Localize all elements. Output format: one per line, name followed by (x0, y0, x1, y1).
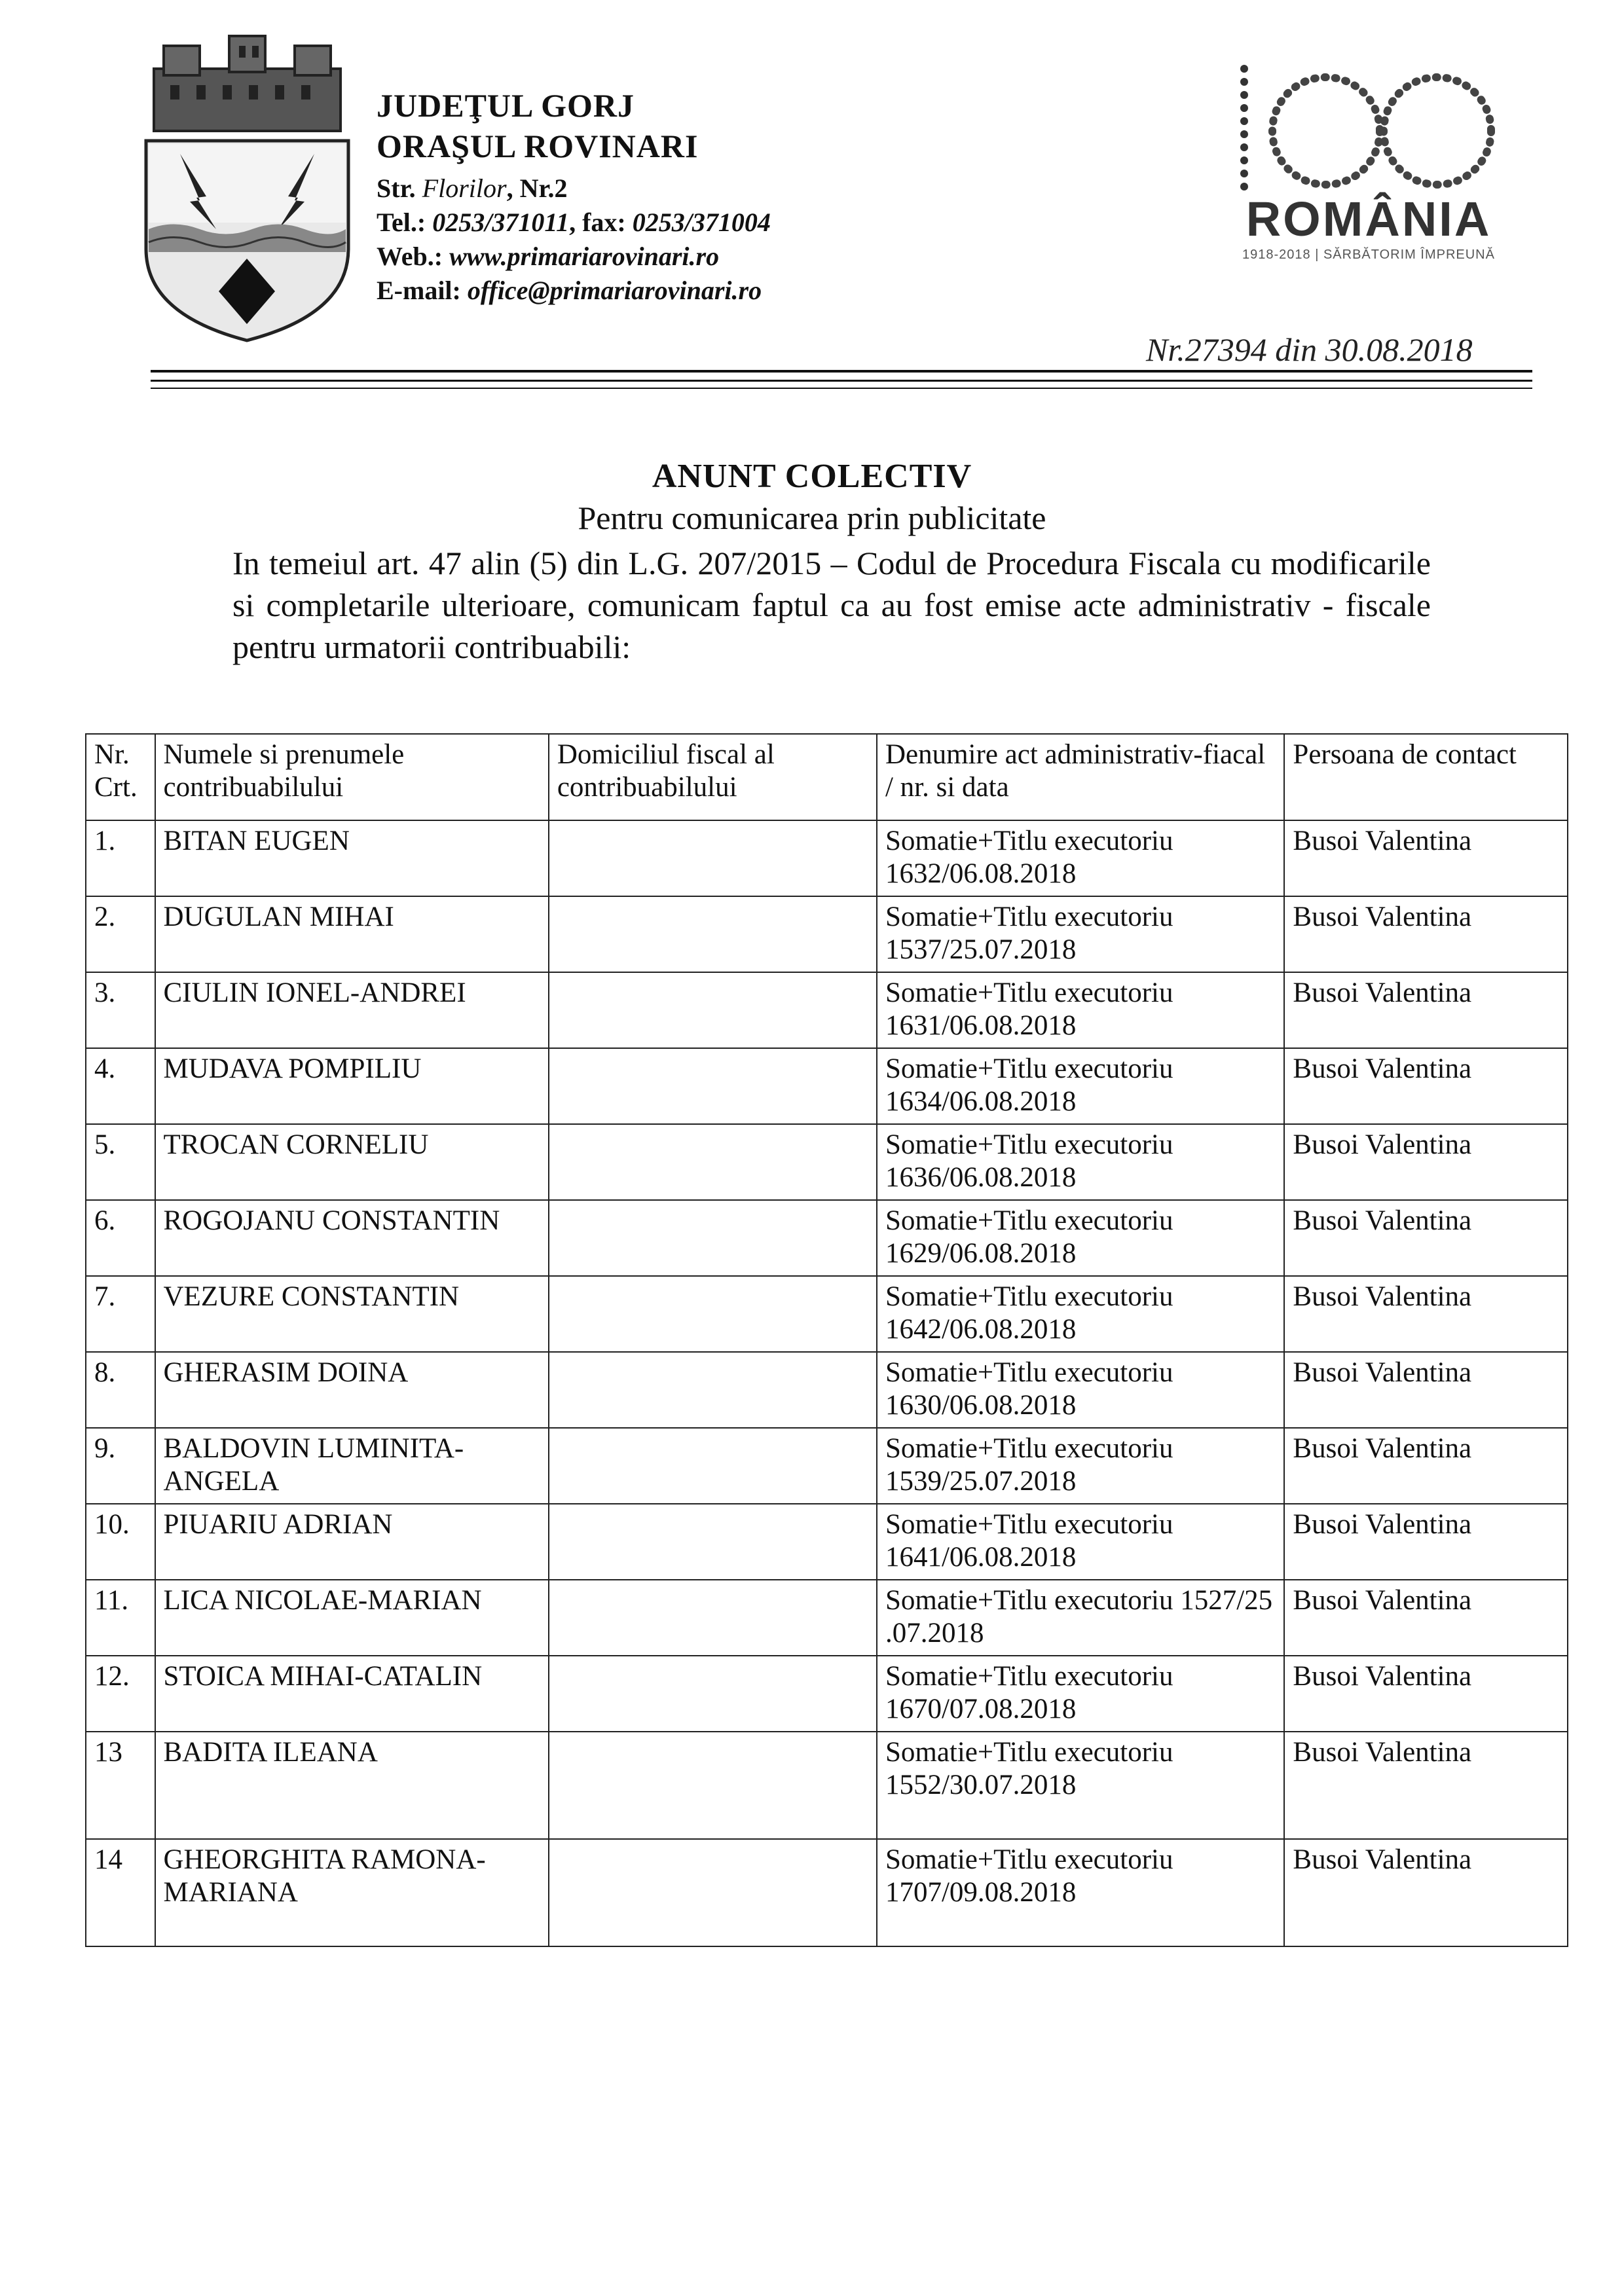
cell-domicile (549, 1200, 877, 1276)
cell-name: GHEORGHITA RAMONA-MARIANA (155, 1839, 549, 1946)
cell-nr: 4. (86, 1048, 155, 1124)
page-subtitle: Pentru comunicarea prin publicitate (578, 500, 1046, 536)
cell-name: STOICA MIHAI-CATALIN (155, 1656, 549, 1732)
cell-nr: 8. (86, 1352, 155, 1428)
fax-value: 0253/371004 (632, 208, 771, 237)
cell-contact: Busoi Valentina (1284, 972, 1568, 1048)
cell-nr: 1. (86, 820, 155, 896)
cell-nr: 9. (86, 1428, 155, 1504)
cell-contact: Busoi Valentina (1284, 1580, 1568, 1656)
logo-country-text: ROMÂNIA (1246, 192, 1492, 246)
cell-domicile (549, 1352, 877, 1428)
cell-domicile (549, 1048, 877, 1124)
cell-nr: 3. (86, 972, 155, 1048)
header-contact: Persoana de contact (1284, 734, 1568, 820)
table-row (86, 1124, 1568, 1200)
table-header-row (86, 734, 1568, 820)
cell-domicile (549, 1732, 877, 1839)
web-link[interactable]: www.primariarovinari.ro (449, 242, 720, 271)
cell-act: Somatie+Titlu executoriu 1539/25.07.2018 (877, 1428, 1284, 1504)
table-row (86, 1048, 1568, 1124)
table-row (86, 1504, 1568, 1580)
cell-name: GHERASIM DOINA (155, 1352, 549, 1428)
cell-contact: Busoi Valentina (1284, 820, 1568, 896)
table-row (86, 1428, 1568, 1504)
cell-nr: 6. (86, 1200, 155, 1276)
email-label: E-mail: (377, 276, 461, 305)
cell-contact: Busoi Valentina (1284, 1276, 1568, 1352)
cell-act: Somatie+Titlu executoriu 1631/06.08.2018 (877, 972, 1284, 1048)
cell-name: VEZURE CONSTANTIN (155, 1276, 549, 1352)
address-label: Str. (377, 173, 416, 203)
tel-label: Tel.: (377, 208, 426, 237)
table-row (86, 1656, 1568, 1732)
cell-contact: Busoi Valentina (1284, 1504, 1568, 1580)
fax-label: , fax: (569, 208, 626, 237)
header-domicile: Domiciliul fiscal al contribuabilului (549, 734, 877, 820)
cell-nr: 7. (86, 1276, 155, 1352)
cell-nr: 13 (86, 1732, 155, 1839)
tel-value: 0253/371011 (432, 208, 570, 237)
cell-act: Somatie+Titlu executoriu 1707/09.08.2018 (877, 1839, 1284, 1946)
table-row (86, 896, 1568, 972)
cell-nr: 2. (86, 896, 155, 972)
table-row (86, 1200, 1568, 1276)
header-rule (151, 370, 1532, 373)
cell-name: ROGOJANU CONSTANTIN (155, 1200, 549, 1276)
cell-act: Somatie+Titlu executoriu 1641/06.08.2018 (877, 1504, 1284, 1580)
cell-domicile (549, 896, 877, 972)
cell-nr: 14 (86, 1839, 155, 1946)
cell-domicile (549, 1124, 877, 1200)
cell-name: TROCAN CORNELIU (155, 1124, 549, 1200)
cell-contact: Busoi Valentina (1284, 1656, 1568, 1732)
logo-tagline-text: 1918-2018 | SĂRBĂTORIM ÎMPREUNĂ (1242, 247, 1495, 262)
registration-number: Nr.27394 din 30.08.2018 (1146, 331, 1473, 368)
cell-nr: 10. (86, 1504, 155, 1580)
taxpayers-table (85, 733, 1568, 1947)
one-dots-icon (1240, 65, 1248, 191)
cell-name: PIUARIU ADRIAN (155, 1504, 549, 1580)
table-row (86, 972, 1568, 1048)
web-label: Web.: (377, 242, 443, 271)
cell-contact: Busoi Valentina (1284, 1428, 1568, 1504)
table-row (86, 1352, 1568, 1428)
cell-nr: 12. (86, 1656, 155, 1732)
cell-act: Somatie+Titlu executoriu 1670/07.08.2018 (877, 1656, 1284, 1732)
cell-name: MUDAVA POMPILIU (155, 1048, 549, 1124)
table-row (86, 1276, 1568, 1352)
cell-contact: Busoi Valentina (1284, 1839, 1568, 1946)
cell-nr: 5. (86, 1124, 155, 1200)
announcement-body: In temeiul art. 47 alin (5) din L.G. 207/2015 – Codul de Procedura Fiscala cu modificarile si completarile ulterioare, comunicam faptul ca au fost emise acte administrativ - fiscale pentru urmatorii contribuabili: (232, 545, 1431, 665)
cell-act: Somatie+Titlu executoriu 1634/06.08.2018 (877, 1048, 1284, 1124)
cell-act: Somatie+Titlu executoriu 1636/06.08.2018 (877, 1124, 1284, 1200)
cell-domicile (549, 972, 877, 1048)
cell-act: Somatie+Titlu executoriu 1630/06.08.2018 (877, 1352, 1284, 1428)
cell-name: DUGULAN MIHAI (155, 896, 549, 972)
header-act: Denumire act administrativ-fiacal / nr. si data (877, 734, 1284, 820)
cell-act: Somatie+Titlu executoriu 1642/06.08.2018 (877, 1276, 1284, 1352)
header-rule (151, 388, 1532, 389)
cell-domicile (549, 1504, 877, 1580)
web-line (377, 240, 771, 274)
cell-contact: Busoi Valentina (1284, 1352, 1568, 1428)
town-name: ORAŞUL ROVINARI (377, 128, 699, 164)
cell-name: BADITA ILEANA (155, 1732, 549, 1839)
cell-domicile (549, 1276, 877, 1352)
cell-contact: Busoi Valentina (1284, 1200, 1568, 1276)
cell-act: Somatie+Titlu executoriu 1537/25.07.2018 (877, 896, 1284, 972)
address-line (377, 172, 771, 206)
cell-name: BALDOVIN LUMINITA-ANGELA (155, 1428, 549, 1504)
centenary-logo (1231, 56, 1506, 272)
cell-contact: Busoi Valentina (1284, 1732, 1568, 1839)
cell-domicile (549, 1580, 877, 1656)
email-line (377, 274, 771, 308)
table-row (86, 1732, 1568, 1839)
cell-act: Somatie+Titlu executoriu 1527/25 .07.2018 (877, 1580, 1284, 1656)
cell-contact: Busoi Valentina (1284, 896, 1568, 972)
table-row (86, 1580, 1568, 1656)
institution-header (377, 85, 771, 308)
cell-act: Somatie+Titlu executoriu 1629/06.08.2018 (877, 1200, 1284, 1276)
cell-name: BITAN EUGEN (155, 820, 549, 896)
phone-line (377, 206, 771, 240)
header-name: Numele si prenumele contribuabilului (155, 734, 549, 820)
page-title: ANUNT COLECTIV (652, 458, 972, 495)
cell-name: CIULIN IONEL-ANDREI (155, 972, 549, 1048)
cell-act: Somatie+Titlu executoriu 1632/06.08.2018 (877, 820, 1284, 896)
cell-domicile (549, 1839, 877, 1946)
cell-nr: 11. (86, 1580, 155, 1656)
address-number: , Nr.2 (506, 173, 568, 203)
cell-act: Somatie+Titlu executoriu 1552/30.07.2018 (877, 1732, 1284, 1839)
cell-domicile (549, 820, 877, 896)
cell-contact: Busoi Valentina (1284, 1048, 1568, 1124)
table-row (86, 1839, 1568, 1946)
cell-name: LICA NICOLAE-MARIAN (155, 1580, 549, 1656)
header-rule (151, 380, 1532, 382)
cell-contact: Busoi Valentina (1284, 1124, 1568, 1200)
cell-domicile (549, 1428, 877, 1504)
county-name: JUDEŢUL GORJ (377, 87, 635, 124)
address-street: Florilor (422, 173, 507, 203)
email-link[interactable]: office@primariarovinari.ro (467, 276, 762, 305)
header-nr: Nr. Crt. (86, 734, 155, 820)
cell-domicile (549, 1656, 877, 1732)
coat-of-arms-icon (134, 33, 360, 344)
table-row (86, 820, 1568, 896)
